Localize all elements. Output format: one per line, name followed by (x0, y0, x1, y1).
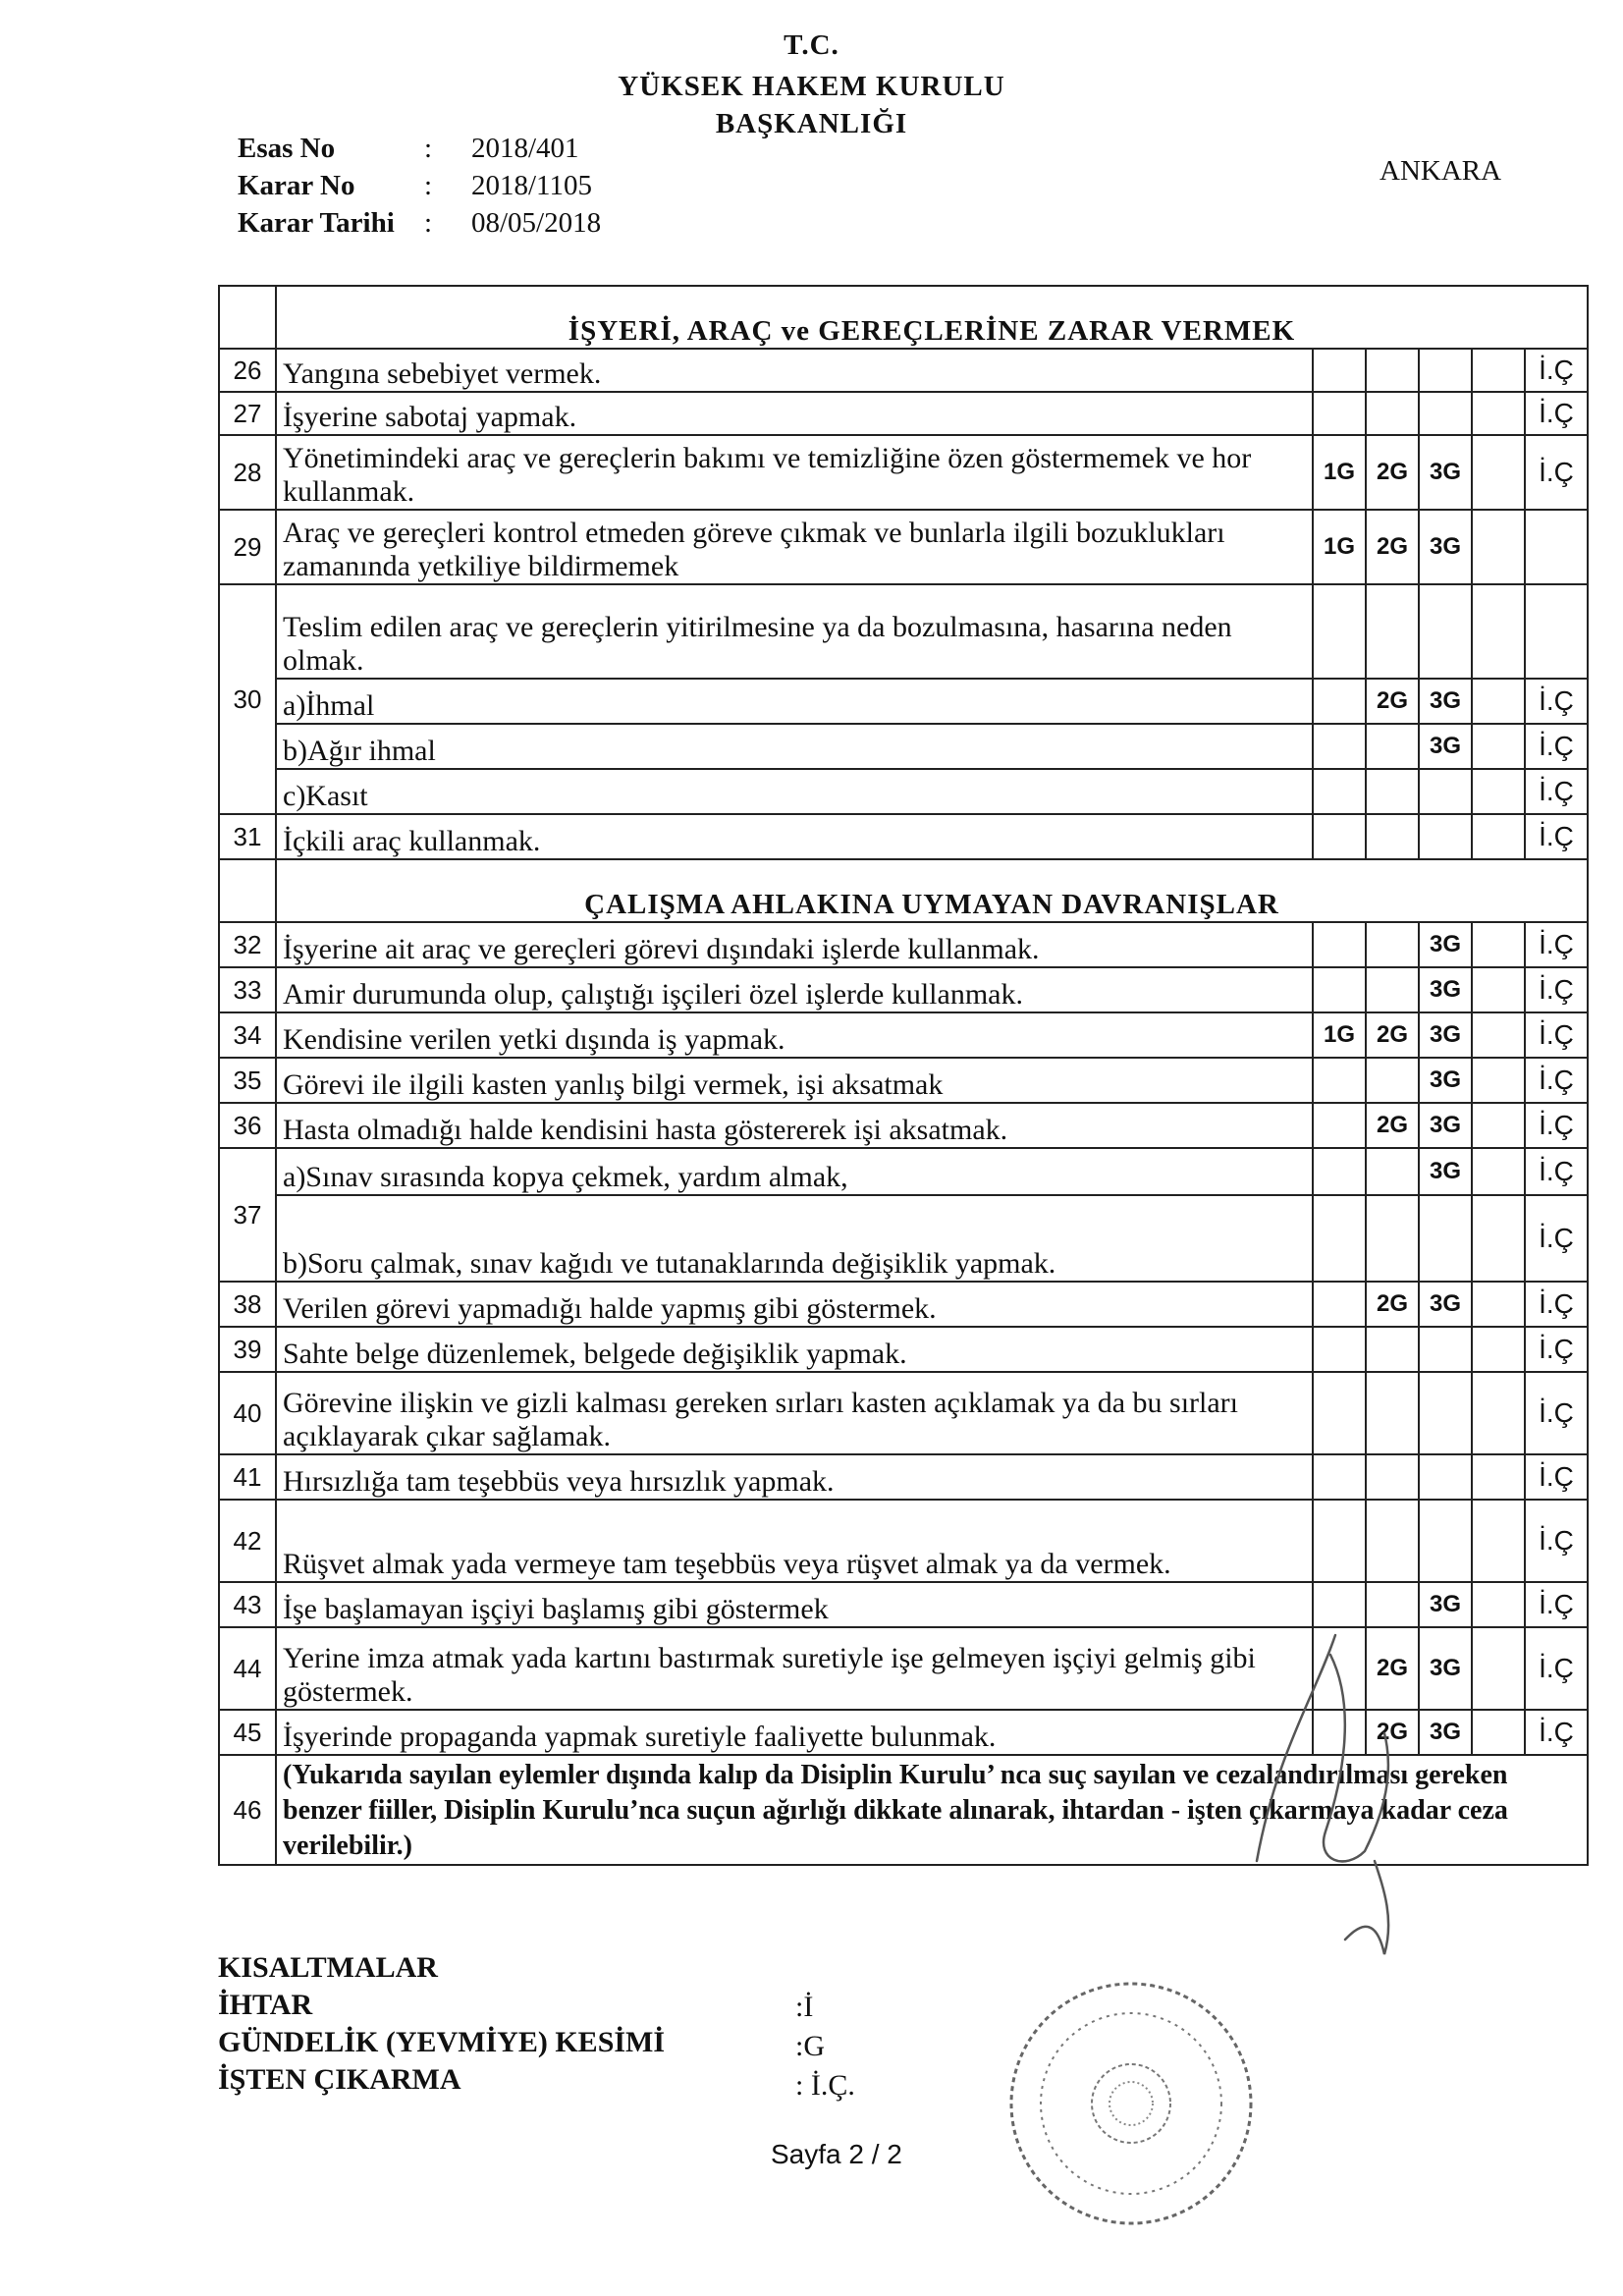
section-title: İŞYERİ, ARAÇ ve GEREÇLERİNE ZARAR VERMEK (276, 286, 1588, 349)
penalty-3g: 3G (1419, 679, 1472, 724)
table-subrow (219, 769, 1588, 814)
table-row (219, 584, 1588, 679)
penalty-2g: 2G (1366, 1103, 1419, 1148)
esas-value: 2018/401 (471, 133, 579, 164)
row-number: 41 (219, 1454, 276, 1500)
table-row (219, 392, 1588, 435)
tarih-label: Karar Tarihi (238, 207, 395, 239)
penalty-3g: 3G (1419, 1012, 1472, 1058)
row-number: 27 (219, 392, 276, 435)
header-institution: YÜKSEK HAKEM KURULU (618, 71, 1005, 102)
penalty-2g: 2G (1366, 679, 1419, 724)
table-row (219, 1103, 1588, 1148)
row-text: a)İhmal (276, 679, 1313, 724)
table-row (219, 1454, 1588, 1500)
karar-label: Karar No (238, 170, 355, 201)
row-text: İçkili araç kullanmak. (276, 814, 1313, 859)
row-number: 44 (219, 1627, 276, 1710)
row-number: 34 (219, 1012, 276, 1058)
row-text: İşe başlamayan işçiyi başlamış gibi göstermek (276, 1582, 1313, 1627)
penalty-1g: 1G (1313, 510, 1366, 584)
general-note: (Yukarıda sayılan eylemler dışında kalıp da Disiplin Kurulu’ nca suç sayılan ve cezalandırılması gereken benzer fiiller, Disiplin Kurulu’nca suçun ağırlığı dikkate alınarak, ihtardan - işten çıkarmaya kadar ceza verilebilir.) (276, 1755, 1588, 1865)
penalty-ic: İ.Ç (1525, 1710, 1588, 1755)
row-text: Hasta olmadığı halde kendisini hasta göstererek işi aksatmak. (276, 1103, 1313, 1148)
row-number: 39 (219, 1327, 276, 1372)
table-row (219, 922, 1588, 967)
abbr-value: : İ.Ç. (795, 2069, 855, 2102)
penalty-ic: İ.Ç (1525, 349, 1588, 392)
penalty-ic: İ.Ç (1525, 814, 1588, 859)
penalty-2g: 2G (1366, 1012, 1419, 1058)
row-text: Görevine ilişkin ve gizli kalması gereken sırları kasten açıklamak ya da bu sırları açıklayarak çıkar sağlamak. (276, 1372, 1313, 1454)
penalty-3g: 3G (1419, 1710, 1472, 1755)
table-subrow (219, 724, 1588, 769)
penalty-2g: 2G (1366, 435, 1419, 510)
penalty-3g: 3G (1419, 1103, 1472, 1148)
row-text: İşyerinde propaganda yapmak suretiyle faaliyette bulunmak. (276, 1710, 1313, 1755)
table-row (219, 1372, 1588, 1454)
abbr-label: İHTAR (218, 1989, 313, 2021)
colon: : (424, 170, 433, 201)
row-number: 43 (219, 1582, 276, 1627)
row-text: Görevi ile ilgili kasten yanlış bilgi vermek, işi aksatmak (276, 1058, 1313, 1103)
row-text: Kendisine verilen yetki dışında iş yapmak. (276, 1012, 1313, 1058)
table-row (219, 1500, 1588, 1582)
row-text: Amir durumunda olup, çalıştığı işçileri özel işlerde kullanmak. (276, 967, 1313, 1012)
penalty-ic: İ.Ç (1525, 1195, 1588, 1282)
penalty-ic: İ.Ç (1525, 1327, 1588, 1372)
header-department: BAŞKANLIĞI (715, 108, 908, 139)
penalty-3g: 3G (1419, 1058, 1472, 1103)
row-text: b)Ağır ihmal (276, 724, 1313, 769)
row-text: Araç ve gereçleri kontrol etmeden göreve çıkmak ve bunlarla ilgili bozuklukları zamanında yetkiliye bildirmemek (276, 510, 1313, 584)
row-number: 45 (219, 1710, 276, 1755)
row-text: Yerine imza atmak yada kartını bastırmak suretiyle işe gelmeyen işçiyi gelmiş gibi göstermek. (276, 1627, 1313, 1710)
abbreviations-values (795, 1988, 855, 2105)
penalty-ic: İ.Ç (1525, 922, 1588, 967)
row-text: Verilen görevi yapmadığı halde yapmış gibi göstermek. (276, 1282, 1313, 1327)
tarih-value: 08/05/2018 (471, 207, 602, 239)
penalty-3g: 3G (1419, 1282, 1472, 1327)
official-stamp-icon (1001, 1974, 1262, 2234)
row-text: a)Sınav sırasında kopya çekmek, yardım almak, (276, 1148, 1313, 1195)
table-row (219, 349, 1588, 392)
abbr-label: İŞTEN ÇIKARMA (218, 2063, 461, 2096)
penalty-2g: 2G (1366, 510, 1419, 584)
row-number: 37 (219, 1148, 276, 1282)
section-header-row (219, 286, 1588, 349)
table-subrow (219, 679, 1588, 724)
table-row (219, 967, 1588, 1012)
row-number: 26 (219, 349, 276, 392)
row-text: Hırsızlığa tam teşebbüs veya hırsızlık yapmak. (276, 1454, 1313, 1500)
row-number: 42 (219, 1500, 276, 1582)
colon: : (424, 207, 433, 239)
penalty-ic: İ.Ç (1525, 1454, 1588, 1500)
table-row (219, 1282, 1588, 1327)
penalty-ic: İ.Ç (1525, 435, 1588, 510)
penalty-3g: 3G (1419, 922, 1472, 967)
abbreviations-title: KISALTMALAR (218, 1951, 438, 1984)
table-row (219, 1058, 1588, 1103)
case-meta (238, 130, 601, 242)
row-number: 31 (219, 814, 276, 859)
row-number: 35 (219, 1058, 276, 1103)
penalty-ic: İ.Ç (1525, 1582, 1588, 1627)
penalty-ic: İ.Ç (1525, 967, 1588, 1012)
signature-icon (1237, 1615, 1414, 1969)
table-row (219, 510, 1588, 584)
abbreviations-list (218, 1949, 665, 2099)
esas-label: Esas No (238, 133, 336, 164)
penalty-ic: İ.Ç (1525, 1148, 1588, 1195)
penalty-3g: 3G (1419, 1148, 1472, 1195)
row-number: 46 (219, 1755, 276, 1865)
row-number: 33 (219, 967, 276, 1012)
karar-value: 2018/1105 (471, 170, 592, 201)
penalty-2g: 2G (1366, 1710, 1419, 1755)
penalty-3g: 3G (1419, 967, 1472, 1012)
penalty-ic: İ.Ç (1525, 724, 1588, 769)
table-subrow (219, 1195, 1588, 1282)
row-text: Yönetimindeki araç ve gereçlerin bakımı ve temizliğine özen göstermemek ve hor kullanmak. (276, 435, 1313, 510)
penalty-ic: İ.Ç (1525, 1627, 1588, 1710)
penalty-ic: İ.Ç (1525, 1058, 1588, 1103)
section-title: ÇALIŞMA AHLAKINA UYMAYAN DAVRANIŞLAR (276, 859, 1588, 922)
row-number: 32 (219, 922, 276, 967)
header-tc: T.C. (784, 29, 839, 61)
penalty-1g: 1G (1313, 435, 1366, 510)
row-number: 38 (219, 1282, 276, 1327)
table-row (219, 1012, 1588, 1058)
row-number: 29 (219, 510, 276, 584)
table-row (219, 435, 1588, 510)
row-number: 36 (219, 1103, 276, 1148)
abbr-value: :G (795, 2030, 825, 2062)
row-text: Yangına sebebiyet vermek. (276, 349, 1313, 392)
penalty-2g: 2G (1366, 1627, 1419, 1710)
penalty-ic: İ.Ç (1525, 1282, 1588, 1327)
abbr-label: GÜNDELİK (YEVMİYE) KESİMİ (218, 2026, 666, 2058)
penalty-1g: 1G (1313, 1012, 1366, 1058)
row-number: 30 (219, 584, 276, 814)
penalty-ic: İ.Ç (1525, 392, 1588, 435)
row-text: b)Soru çalmak, sınav kağıdı ve tutanaklarında değişiklik yapmak. (276, 1195, 1313, 1282)
penalty-ic: İ.Ç (1525, 769, 1588, 814)
section-header-row (219, 859, 1588, 922)
penalty-3g: 3G (1419, 724, 1472, 769)
penalty-3g: 3G (1419, 510, 1472, 584)
penalty-3g: 3G (1419, 435, 1472, 510)
penalty-ic: İ.Ç (1525, 1103, 1588, 1148)
page-number: Sayfa 2 / 2 (771, 2139, 902, 2169)
table-row (219, 814, 1588, 859)
penalty-2g: 2G (1366, 1282, 1419, 1327)
table-row (219, 1327, 1588, 1372)
abbr-value: :İ (795, 1991, 814, 2023)
penalty-ic: İ.Ç (1525, 1012, 1588, 1058)
row-number: 28 (219, 435, 276, 510)
row-text: İşyerine sabotaj yapmak. (276, 392, 1313, 435)
row-text: İşyerine ait araç ve gereçleri görevi dışındaki işlerde kullanmak. (276, 922, 1313, 967)
row-text: Teslim edilen araç ve gereçlerin yitirilmesine ya da bozulmasına, hasarına neden olmak. (276, 584, 1313, 679)
row-number: 40 (219, 1372, 276, 1454)
penalty-ic: İ.Ç (1525, 679, 1588, 724)
row-text: c)Kasıt (276, 769, 1313, 814)
penalty-3g: 3G (1419, 1627, 1472, 1710)
city: ANKARA (1380, 155, 1502, 187)
penalty-ic: İ.Ç (1525, 1372, 1588, 1454)
colon: : (424, 133, 433, 164)
row-text: Sahte belge düzenlemek, belgede değişiklik yapmak. (276, 1327, 1313, 1372)
row-text: Rüşvet almak yada vermeye tam teşebbüs veya rüşvet almak ya da vermek. (276, 1500, 1313, 1582)
penalty-ic: İ.Ç (1525, 1500, 1588, 1582)
table-subrow (219, 1148, 1588, 1195)
penalty-3g: 3G (1419, 1582, 1472, 1627)
